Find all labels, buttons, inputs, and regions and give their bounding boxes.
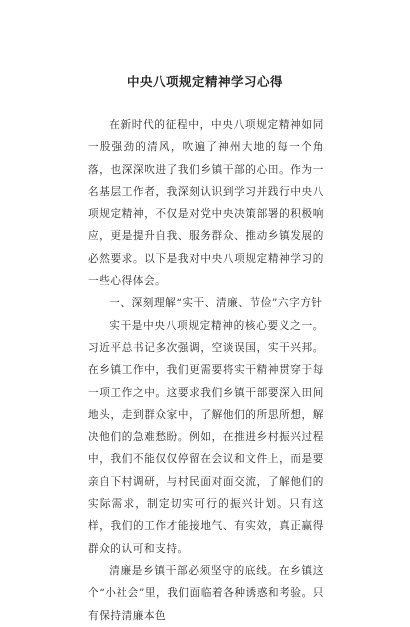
practical-work-paragraph: 实干是中央八项规定精神的核心要义之一。习近平总书记多次强调，空谈误国，实干兴邦。在乡镇工作中，我们更需要将实干精神贯穿于每一项工作之中。这要求我们乡镇干部要深入田间地头，走到群众家中，了解他们的所思所想，解决他们的急难愁盼。例如，在推进乡村振兴过程中，我们不能仅仅停留在会议和文件上，而是要亲自下村调研，与村民面对面交流，了解他们的实际需求，制定切实可行的振兴计划。只有这样，我们的工作才能接地气、有实效，真正赢得群众的认可和支持。 — [88, 319, 324, 555]
integrity-paragraph: 清廉是乡镇干部必须坚守的底线。在乡镇这个“小社会”里，我们面临着各种诱惑和考验。只有保持清廉本色 — [88, 564, 324, 622]
document-title: 中央八项规定精神学习心得 — [126, 74, 283, 89]
document-body — [88, 114, 324, 627]
intro-paragraph: 在新时代的征程中，中央八项规定精神如同一股强劲的清风，吹遍了神州大地的每一个角落，也深深吹进了我们乡镇干部的心田。作为一名基层工作者，我深刻认识到学习并践行中央八项规定精神，不仅是对党中央决策部署的积极响应，更是提升自我、服务群众、推动乡镇发展的必然要求。以下是我对中央八项规定精神学习的一些心得体会。 — [88, 119, 324, 288]
section-heading: 一、深刻理解“实干、清廉、节俭”六字方针 — [109, 297, 323, 310]
